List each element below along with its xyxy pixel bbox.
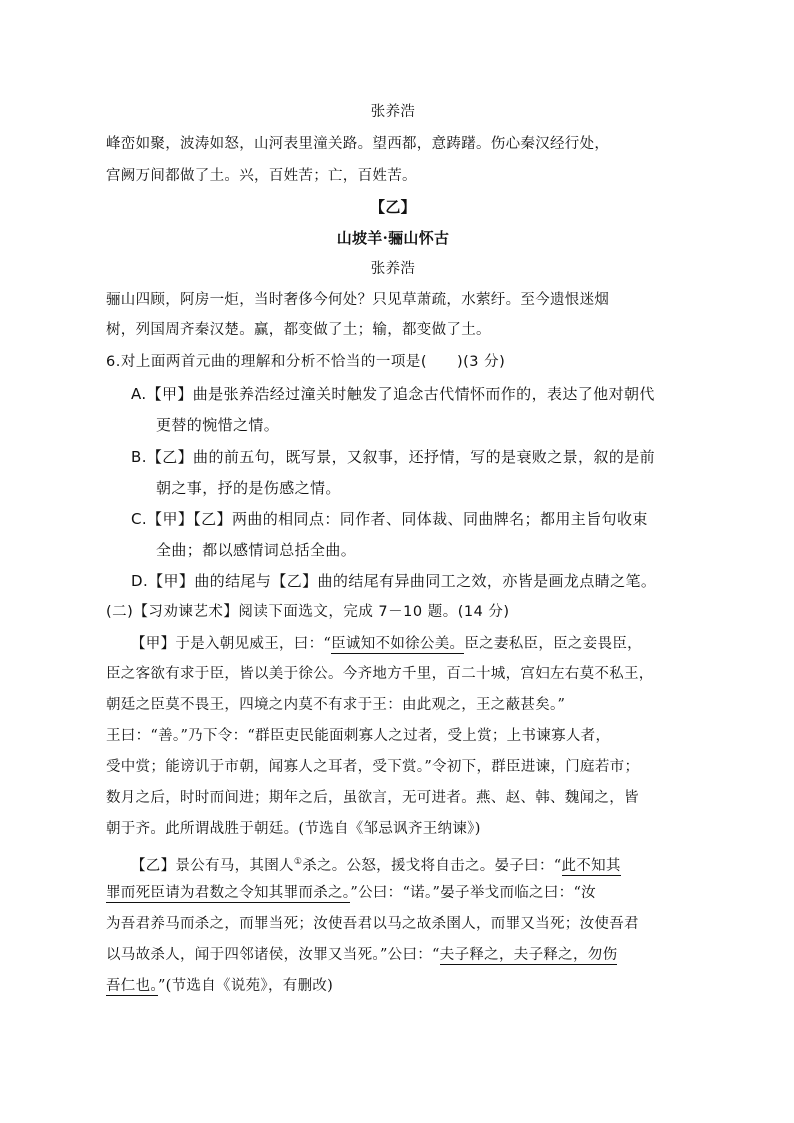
poem-yi-author: 张养浩 [370, 261, 416, 277]
passage-yi-underlined-3: 夫子释之，夫子释之，勿伤 [439, 947, 618, 963]
option-a-line-2: 更替的惋惜之情。 [156, 416, 280, 434]
passage-yi-underlined-4: 吾仁也。 [106, 978, 158, 994]
poem-yi-mark: 【乙】 [370, 198, 416, 216]
section-2-heading: (二)【习劝谏艺术】阅读下面选文，完成 7－10 题。(14 分) [106, 604, 510, 620]
passage-yi-line-5 [106, 976, 680, 996]
option-b-line-2: 朝之事，抒的是伤感之情。 [156, 479, 341, 497]
poem-jia-line-2: 宫阙万间都做了土。兴，百姓苦；亡，百姓苦。 [106, 168, 417, 184]
poem-jia-author: 张养浩 [370, 104, 416, 120]
passage-yi-line-1-mid: 杀之。公怒，援戈将自击之。晏子曰：“ [302, 857, 562, 874]
passage-yi-line-1-pre: 【乙】景公有马，其圉人 [131, 857, 294, 874]
poem-yi-title: 山坡羊·骊山怀古 [336, 229, 450, 247]
passage-jia-line-2: 臣之客欲有求于臣，皆以美于徐公。今齐地方千里，百二十城，宫妇左右莫不私王， [106, 666, 654, 682]
poem-jia-line-1: 峰峦如聚，波涛如怒，山河表里潼关路。望西都，意踌躇。伤心秦汉经行处， [106, 136, 610, 152]
passage-yi-line-1 [131, 852, 679, 876]
passage-jia-line-3: 朝廷之臣莫不畏王，四境之内莫不有求于王：由此观之，王之蔽甚矣。” [106, 697, 566, 713]
passage-jia-line-1 [131, 634, 679, 654]
passage-yi-line-3: 为吾君养马而杀之，而罪当死；汝使吾君以马之故杀圉人，而罪又当死；汝使吾君 [106, 916, 639, 932]
poem-yi-line-2: 树，列国周齐秦汉楚。赢，都变做了土；输，都变做了土。 [106, 322, 491, 338]
passage-yi-line-2 [106, 883, 680, 903]
passage-jia-line-5: 受中赏；能谤讥于市朝，闻寡人之耳者，受下赏。”令初下，群臣进谏，门庭若市； [106, 759, 640, 775]
poem-yi-line-1: 骊山四顾，阿房一炬，当时奢侈今何处？只见草萧疏，水萦纡。至今遗恨迷烟 [106, 292, 610, 308]
passage-jia-underlined-sentence: 臣诚知不如徐公美。 [331, 636, 465, 652]
passage-yi-line-4-pre: 以马故杀人，闻于四邻诸侯，汝罪又当死。”公曰：“ [106, 947, 440, 963]
footnote-marker: ① [293, 857, 303, 867]
question-6-stem: 6.对上面两首元曲的理解和分析不恰当的一项是( )(3 分) [106, 354, 506, 370]
option-c-line-2: 全曲；都以感情词总括全曲。 [156, 541, 357, 559]
option-a-line-1: A.【甲】曲是张养浩经过潼关时触发了追念古代情怀而作的，表达了他对朝代 [131, 385, 655, 403]
option-d-line-1: D.【甲】曲的结尾与【乙】曲的结尾有异曲同工之效，亦皆是画龙点睛之笔。 [131, 572, 657, 590]
passage-yi-line-5-post: ”(节选自《说苑》，有删改) [157, 978, 334, 994]
passage-yi-line-4 [106, 945, 680, 965]
passage-yi-underlined-1: 此不知其 [561, 857, 621, 874]
passage-jia-line-7: 朝于齐。此所谓战胜于朝廷。(节选自《邹忌讽齐王纳谏》) [106, 821, 481, 837]
passage-jia-line-4: 王曰：“善。”乃下令：“群臣吏民能面刺寡人之过者，受上赏；上书谏寡人者， [106, 728, 611, 744]
passage-jia-line-1-pre: 【甲】于是入朝见威王，曰：“ [131, 636, 332, 652]
passage-jia-line-1-post: 臣之妻私臣，臣之妾畏臣， [464, 636, 642, 652]
passage-jia-line-6: 数月之后，时时而间进；期年之后，虽欲言，无可进者。燕、赵、韩、魏闻之，皆 [106, 790, 639, 806]
passage-yi-underlined-2: 罪而死臣请为君数之令知其罪而杀之。 [106, 885, 351, 901]
option-b-line-1: B.【乙】曲的前五句，既写景，又叙事，还抒情，写的是衰败之景，叙的是前 [131, 448, 656, 466]
passage-yi-line-2-post: ”公曰：“诺。”晏子举戈而临之曰：“汝 [350, 885, 596, 901]
option-c-line-1: C.【甲】【乙】两曲的相同点：同作者、同体裁、同曲牌名；都用主旨句收束 [131, 510, 648, 528]
